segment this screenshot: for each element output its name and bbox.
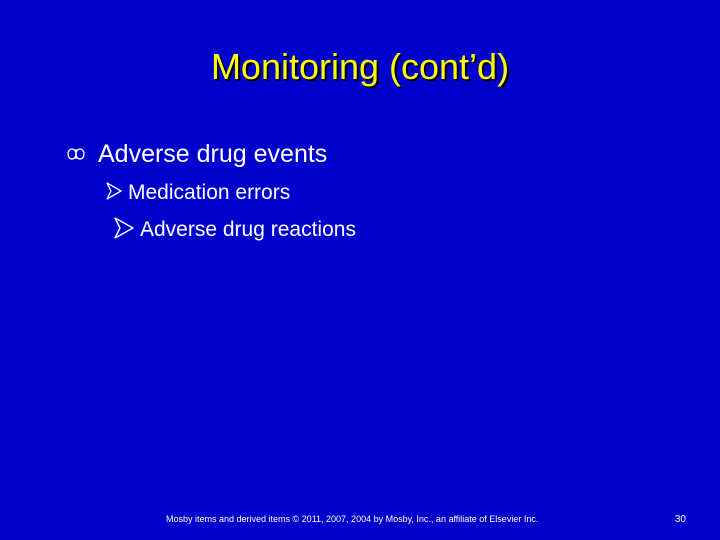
sub-item-text: Medication errors: [128, 181, 291, 204]
sub-item-medication-errors: [106, 178, 290, 208]
copyright-footer: Mosby items and derived items © 2011, 2007, 2004 by Mosby, Inc., an affiliate of Elsevier Inc.: [166, 514, 539, 524]
slide-title: Monitoring (cont’d): [210, 46, 510, 87]
sub-item-text: Adverse drug reactions: [140, 218, 356, 241]
arrow-bullet-icon: [106, 182, 122, 205]
bullet-text: Adverse drug events: [98, 140, 328, 168]
flower-bullet-icon: [66, 147, 86, 161]
bullet-item-adverse-drug-events: [66, 136, 327, 172]
sub-item-adverse-drug-reactions: [114, 214, 356, 246]
arrow-bullet-icon: [114, 217, 134, 244]
page-number: 30: [674, 514, 686, 525]
